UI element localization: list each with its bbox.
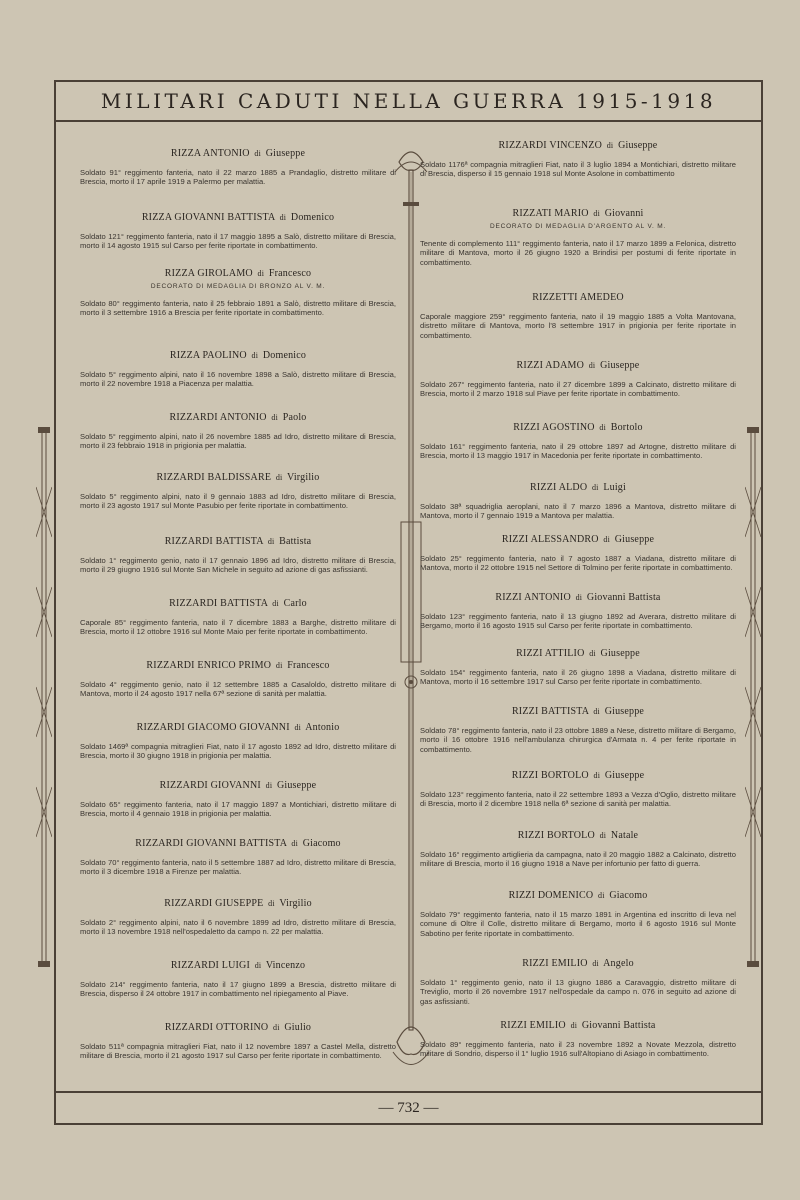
entry-description: Soldato 70° reggimento fanteria, nato il 5 settembre 1887 ad Idro, distretto militare di Brescia, morto il 3 dicembre 1918 a Firenze per malattia.: [80, 858, 396, 877]
entry-description: Soldato 1469ª compagnia mitraglieri Fiat, nato il 17 agosto 1892 ad Idro, distretto militare di Brescia, morto il 30 giugno 1918 in prigionia per malattia.: [80, 742, 396, 761]
entry: [80, 598, 396, 637]
entry-description: Soldato 267° reggimento fanteria, nato il 27 dicembre 1899 a Calcinato, distretto militare di Brescia, morto il 2 marzo 1918 sul Piave per ferite riportate in combattimento.: [420, 380, 736, 399]
entry: [80, 148, 396, 187]
left-side-ornament: [36, 427, 52, 967]
page-frame: [54, 80, 763, 1125]
entry-name: RIZZARDI BALDISSARE di Virgilio: [156, 472, 320, 483]
entry: [80, 212, 396, 251]
entry-name: RIZZA GIROLAMO di Francesco: [164, 268, 312, 279]
entry-description: Caporale maggiore 259° reggimento fanteria, nato il 19 maggio 1885 a Volta Mantovana, distretto militare di Mantova, morto l'8 settembre 1917 in prigionia per ferite riportate in combattimento.: [420, 312, 736, 340]
entry-name: RIZZI ANTONIO di Giovanni Battista: [495, 592, 661, 603]
entry-description: Soldato 214° reggimento fanteria, nato il 17 giugno 1899 a Brescia, distretto militare di Brescia, disperso il 24 ottobre 1917 in combattimento nel ripiegamento al Piave.: [80, 980, 396, 999]
page-number: — 732 —: [378, 1100, 439, 1116]
entry-name: RIZZARDI ENRICO PRIMO di Francesco: [146, 660, 330, 671]
entry-name: RIZZARDI GIUSEPPE di Virgilio: [164, 898, 312, 909]
entry: [80, 268, 396, 318]
entry: [80, 838, 396, 877]
entry: [420, 830, 736, 869]
page-title: MILITARI CADUTI NELLA GUERRA 1915-1918: [56, 82, 761, 122]
entry-description: Soldato 154° reggimento fanteria, nato il 26 giugno 1898 a Viadana, distretto militare di Mantova, morto il 16 settembre 1917 sul Carso per ferite riportate in combattimento.: [420, 668, 736, 687]
entry: [420, 422, 736, 461]
entry-description: Soldato 121° reggimento fanteria, nato il 17 maggio 1895 a Salò, distretto militare di Brescia, morto il 14 agosto 1915 sul Carso per ferite riportate in combattimento.: [80, 232, 396, 251]
entry-description: Soldato 78° reggimento fanteria, nato il 23 ottobre 1889 a Nese, distretto militare di Bergamo, morto il 16 ottobre 1916 nell'ambulanza chirurgica d'Armata n. 4 per ferite riportate in combattimento.: [420, 726, 736, 754]
entry-name: RIZZI DOMENICO di Giacomo: [508, 890, 648, 901]
entry-name: RIZZARDI GIACOMO GIOVANNI di Antonio: [136, 722, 340, 733]
entry-description: Soldato 2° reggimento alpini, nato il 6 novembre 1899 ad Idro, distretto militare di Brescia, morto il 13 novembre 1918 nell'ospedaletto da campo n. 22 per malattia.: [80, 918, 396, 937]
entry: [420, 292, 736, 340]
entry-name: RIZZARDI OTTORINO di Giulio: [164, 1022, 312, 1033]
entry-description: Soldato 511ª compagnia mitraglieri Fiat, nato il 12 novembre 1897 a Castel Mella, distretto militare di Brescia, morto il 21 agosto 1917 sul Carso per ferite riportate in combattimento.: [80, 1042, 396, 1061]
entry-name: RIZZI ALESSANDRO di Giuseppe: [501, 534, 655, 545]
entry-decoration: DECORATO DI MEDAGLIA DI BRONZO AL V. M.: [150, 283, 326, 290]
right-side-ornament: [745, 427, 761, 967]
entry-description: Tenente di complemento 111° reggimento fanteria, nato il 17 marzo 1899 a Felonica, distretto militare di Mantova, morto il 26 giugno 1920 a Brindisi per postumi di ferite riportate in combattimento.: [420, 239, 736, 267]
entry: [80, 350, 396, 389]
entry-description: Caporale 85° reggimento fanteria, nato il 7 dicembre 1883 a Barghe, distretto militare di Brescia, morto il 12 ottobre 1916 sul Monte Maio per ferite riportate in combattimento.: [80, 618, 396, 637]
entry-description: Soldato 123° reggimento fanteria, nato il 13 giugno 1892 ad Averara, distretto militare di Bergamo, morto il 16 agosto 1915 sul Carso per ferite riportate in combattimento.: [420, 612, 736, 631]
entry-name: RIZZI ALDO di Luigi: [530, 482, 626, 493]
entry: [420, 360, 736, 399]
entry: [420, 706, 736, 754]
entry: [420, 890, 736, 938]
entry-decoration: DECORATO DI MEDAGLIA D'ARGENTO AL V. M.: [489, 223, 667, 230]
entry-name: RIZZI BORTOLO di Giuseppe: [511, 770, 645, 781]
entry-name: RIZZI AGOSTINO di Bortolo: [513, 422, 643, 433]
entry-name: RIZZI BORTOLO di Natale: [517, 830, 639, 841]
entry: [420, 534, 736, 573]
entry-name: RIZZI ATTILIO di Giuseppe: [516, 648, 640, 659]
entry-description: Soldato 4° reggimento genio, nato il 12 settembre 1885 a Casaloldo, distretto militare di Mantova, morto il 24 agosto 1917 nella 67ª sezione di sanità per malattia.: [80, 680, 396, 699]
entry-description: Soldato 38ª squadriglia aeroplani, nato il 7 marzo 1896 a Mantova, distretto militare di Mantova, morto il 7 gennaio 1919 a Mantova per malattia.: [420, 502, 736, 521]
entry-name: RIZZA PAOLINO di Domenico: [169, 350, 307, 361]
entry-name: RIZZI EMILIO di Giovanni Battista: [500, 1020, 656, 1031]
entry-name: RIZZARDI GIOVANNI BATTISTA di Giacomo: [135, 838, 341, 849]
entry-name: RIZZI BATTISTA di Giuseppe: [511, 706, 645, 717]
entry-description: Soldato 65° reggimento fanteria, nato il 17 maggio 1897 a Montichiari, distretto militare di Brescia, morto il 4 gennaio 1918 in prigionia per malattia.: [80, 800, 396, 819]
entry: [80, 722, 396, 761]
entry-description: Soldato 1176ª compagnia mitraglieri Fiat, nato il 3 luglio 1894 a Montichiari, distretto militare di Brescia, disperso il 15 gennaio 1918 sul Monte Asolone in combattimento: [420, 160, 736, 179]
entry-description: Soldato 5° reggimento alpini, nato il 9 gennaio 1883 ad Idro, distretto militare di Brescia, morto il 23 agosto 1917 sul Monte Pasubio per ferite riportate in combattimento.: [80, 492, 396, 511]
entry: [420, 592, 736, 631]
entry-description: Soldato 161° reggimento fanteria, nato il 29 ottobre 1897 ad Artogne, distretto militare di Brescia, morto il 13 maggio 1917 in Macedonia per ferite riportate in combattimento.: [420, 442, 736, 461]
entry: [420, 648, 736, 687]
entry-name: RIZZI ADAMO di Giuseppe: [516, 360, 640, 371]
entry-description: Soldato 16° reggimento artiglieria da campagna, nato il 20 maggio 1882 a Calcinato, distretto militare di Brescia, morto il 16 giugno 1918 a Nave per infortunio per fatto di guerra.: [420, 850, 736, 869]
entry-name: RIZZI EMILIO di Angelo: [522, 958, 634, 969]
entry: [80, 780, 396, 819]
entry-description: Soldato 89° reggimento fanteria, nato il 23 novembre 1892 a Novate Mezzola, distretto militare di Sondrio, disperso il 1° luglio 1916 sull'Altopiano di Asiago in combattimento.: [420, 1040, 736, 1059]
entry: [420, 208, 736, 267]
entry-description: Soldato 1° reggimento genio, nato il 17 gennaio 1896 ad Idro, distretto militare di Brescia, morto il 29 giugno 1916 sul Monte San Michele in seguito ad azione di gas asfissianti.: [80, 556, 396, 575]
entry-description: Soldato 25° reggimento fanteria, nato il 7 agosto 1887 a Viadana, distretto militare di Mantova, morto il 22 ottobre 1915 nel Settore di Tolmino per ferite riportate in combattimento.: [420, 554, 736, 573]
footer-divider: [56, 1091, 761, 1093]
entry: [420, 770, 736, 809]
entry: [80, 472, 396, 511]
entry-name: RIZZARDI LUIGI di Vincenzo: [170, 960, 306, 971]
entry: [80, 898, 396, 937]
entry-name: RIZZA GIOVANNI BATTISTA di Domenico: [141, 212, 335, 223]
entry: [80, 1022, 396, 1061]
entry: [80, 536, 396, 575]
entry-name: RIZZARDI GIOVANNI di Giuseppe: [159, 780, 317, 791]
entry: [80, 960, 396, 999]
entry: [80, 412, 396, 451]
entry: [420, 958, 736, 1006]
entry-name: RIZZA ANTONIO di Giuseppe: [170, 148, 306, 159]
entry-description: Soldato 5° reggimento alpini, nato il 16 novembre 1898 a Salò, distretto militare di Brescia, morto il 22 novembre 1918 a Piacenza per malattia.: [80, 370, 396, 389]
entry: [420, 482, 736, 521]
entry-description: Soldato 1° reggimento genio, nato il 13 giugno 1886 a Caravaggio, distretto militare di Treviglio, morto il 26 novembre 1917 nell'ospedale da campo n. 076 in seguito ad azione di gas asfissianti.: [420, 978, 736, 1006]
entry-name: RIZZARDI VINCENZO di Giuseppe: [498, 140, 658, 151]
entry-name: RIZZARDI ANTONIO di Paolo: [169, 412, 307, 423]
entry: [80, 660, 396, 699]
entry-name: RIZZATI MARIO di Giovanni: [512, 208, 644, 219]
entry: [420, 1020, 736, 1059]
entry-name: RIZZARDI BATTISTA di Battista: [164, 536, 312, 547]
entry-name: RIZZETTI AMEDEO: [532, 292, 624, 303]
entry-description: Soldato 5° reggimento alpini, nato il 26 novembre 1885 ad Idro, distretto militare di Brescia, morto il 23 febbraio 1918 in prigionia per malattia.: [80, 432, 396, 451]
entry: [420, 140, 736, 179]
entry-name: RIZZARDI BATTISTA di Carlo: [169, 598, 307, 609]
entry-description: Soldato 80° reggimento fanteria, nato il 25 febbraio 1891 a Salò, distretto militare di Brescia, morto il 3 settembre 1916 a Brescia per ferite riportate in combattimento.: [80, 299, 396, 318]
entry-description: Soldato 79° reggimento fanteria, nato il 15 marzo 1891 in Argentina ed inscritto di leva nel comune di Oltre il Colle, distretto militare di Bergamo, morto il 6 agosto 1916 sul Monte Sabotino per ferite riportate in combattimento.: [420, 910, 736, 938]
entry-description: Soldato 91° reggimento fanteria, nato il 22 marzo 1885 a Prandaglio, distretto militare di Brescia, morto il 17 aprile 1919 a Palermo per malattia.: [80, 168, 396, 187]
entry-description: Soldato 123° reggimento fanteria, nato il 22 settembre 1893 a Vezza d'Oglio, distretto militare di Brescia, morto il 2 dicembre 1918 nella 6ª sezione di sanità per malattia.: [420, 790, 736, 809]
